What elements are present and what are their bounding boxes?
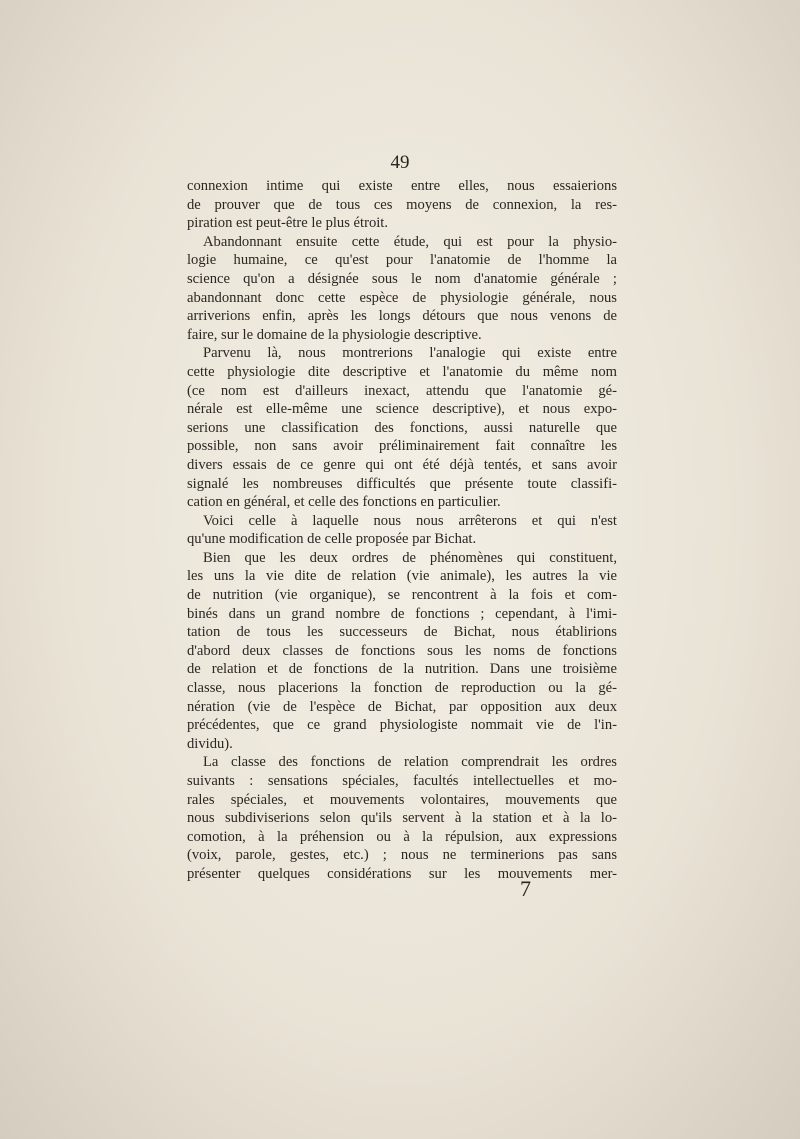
signature-mark: 7 [520,876,531,901]
text-line: possible, non sans avoir préliminairement fait connaître les [187,438,617,455]
text-line: comotion, à la préhension ou à la répulsion, aux expressions [187,828,617,845]
text-line: cette physiologie dite descriptive et l'anatomie du même nom [187,363,617,380]
text-line: précédentes, que ce grand physiologiste nommait vie de l'in- [187,717,617,734]
text-line: science qu'on a désignée sous le nom d'anatomie générale ; [187,270,617,287]
text-line: piration est peut-être le plus étroit. [187,215,389,232]
text-line: de prouver que de tous ces moyens de connexion, la res- [187,196,617,213]
text-line: d'abord deux classes de fonctions sous les noms de fonctions [187,642,617,659]
text-line: cation en général, et celle des fonctions en particulier. [187,494,501,511]
text-line: rales spéciales, et mouvements volontaires, mouvements que [187,791,617,808]
text-line: binés dans un grand nombre de fonctions ; cependant, à l'imi- [187,605,617,622]
text-line: suivants : sensations spéciales, facultés intellectuelles et mo- [187,773,617,789]
text-line: (ce nom est d'ailleurs inexact, attendu que l'anatomie gé- [187,382,617,399]
text-line: de relation et de fonctions de la nutrition. Dans une troisième [187,661,617,678]
page-number: 49 [390,152,410,173]
text-line: abandonnant donc cette espèce de physiologie générale, nous [187,289,617,306]
text-line: Abandonnant ensuite cette étude, qui est pour la physio- [203,233,617,250]
text-line: nération (vie de l'espèce de Bichat, par opposition aux deux [187,698,617,715]
text-line: les uns la vie dite de relation (vie animale), les autres la vie [187,568,617,585]
text-line: (voix, parole, gestes, etc.) ; nous ne terminerions pas sans [187,847,617,864]
text-line: nous subdiviserions selon qu'ils servent à la station et à la lo- [187,810,617,827]
text-line: présenter quelques considérations sur les mouvements mer- [187,865,617,882]
text-line: La classe des fonctions de relation comprendrait les ordres [203,754,617,771]
text-line: signalé les nombreuses difficultés que présente toute classifi- [187,475,617,492]
text-line: faire, sur le domaine de la physiologie descriptive. [187,326,482,343]
text-line: logie humaine, ce qu'est pour l'anatomie de l'homme la [187,252,617,269]
text-line: Parvenu là, nous montrerions l'analogie qui existe entre [203,345,617,362]
text-line: dividu). [187,735,233,752]
body-text [187,177,617,884]
text-line: qu'une modification de celle proposée par Bichat. [187,531,477,548]
text-line: connexion intime qui existe entre elles, nous essaierions [187,178,617,194]
text-line: tation de tous les successeurs de Bichat, nous établirions [187,624,617,641]
text-line: classe, nous placerions la fonction de reproduction ou la gé- [187,680,617,697]
text-line: de nutrition (vie organique), se rencontrent à la fois et com- [187,587,617,604]
text-line: nérale est elle-même une science descriptive), et nous expo- [187,401,617,418]
text-line: arriverions enfin, après les longs détours que nous venons de [187,308,617,325]
text-line: Voici celle à laquelle nous nous arrêterons et qui n'est [203,512,617,529]
text-line: divers essais de ce genre qui ont été déjà tentés, et sans avoir [187,456,617,473]
text-line: Bien que les deux ordres de phénomènes qui constituent, [203,549,617,566]
text-line: serions une classification des fonctions, aussi naturelle que [187,419,617,436]
